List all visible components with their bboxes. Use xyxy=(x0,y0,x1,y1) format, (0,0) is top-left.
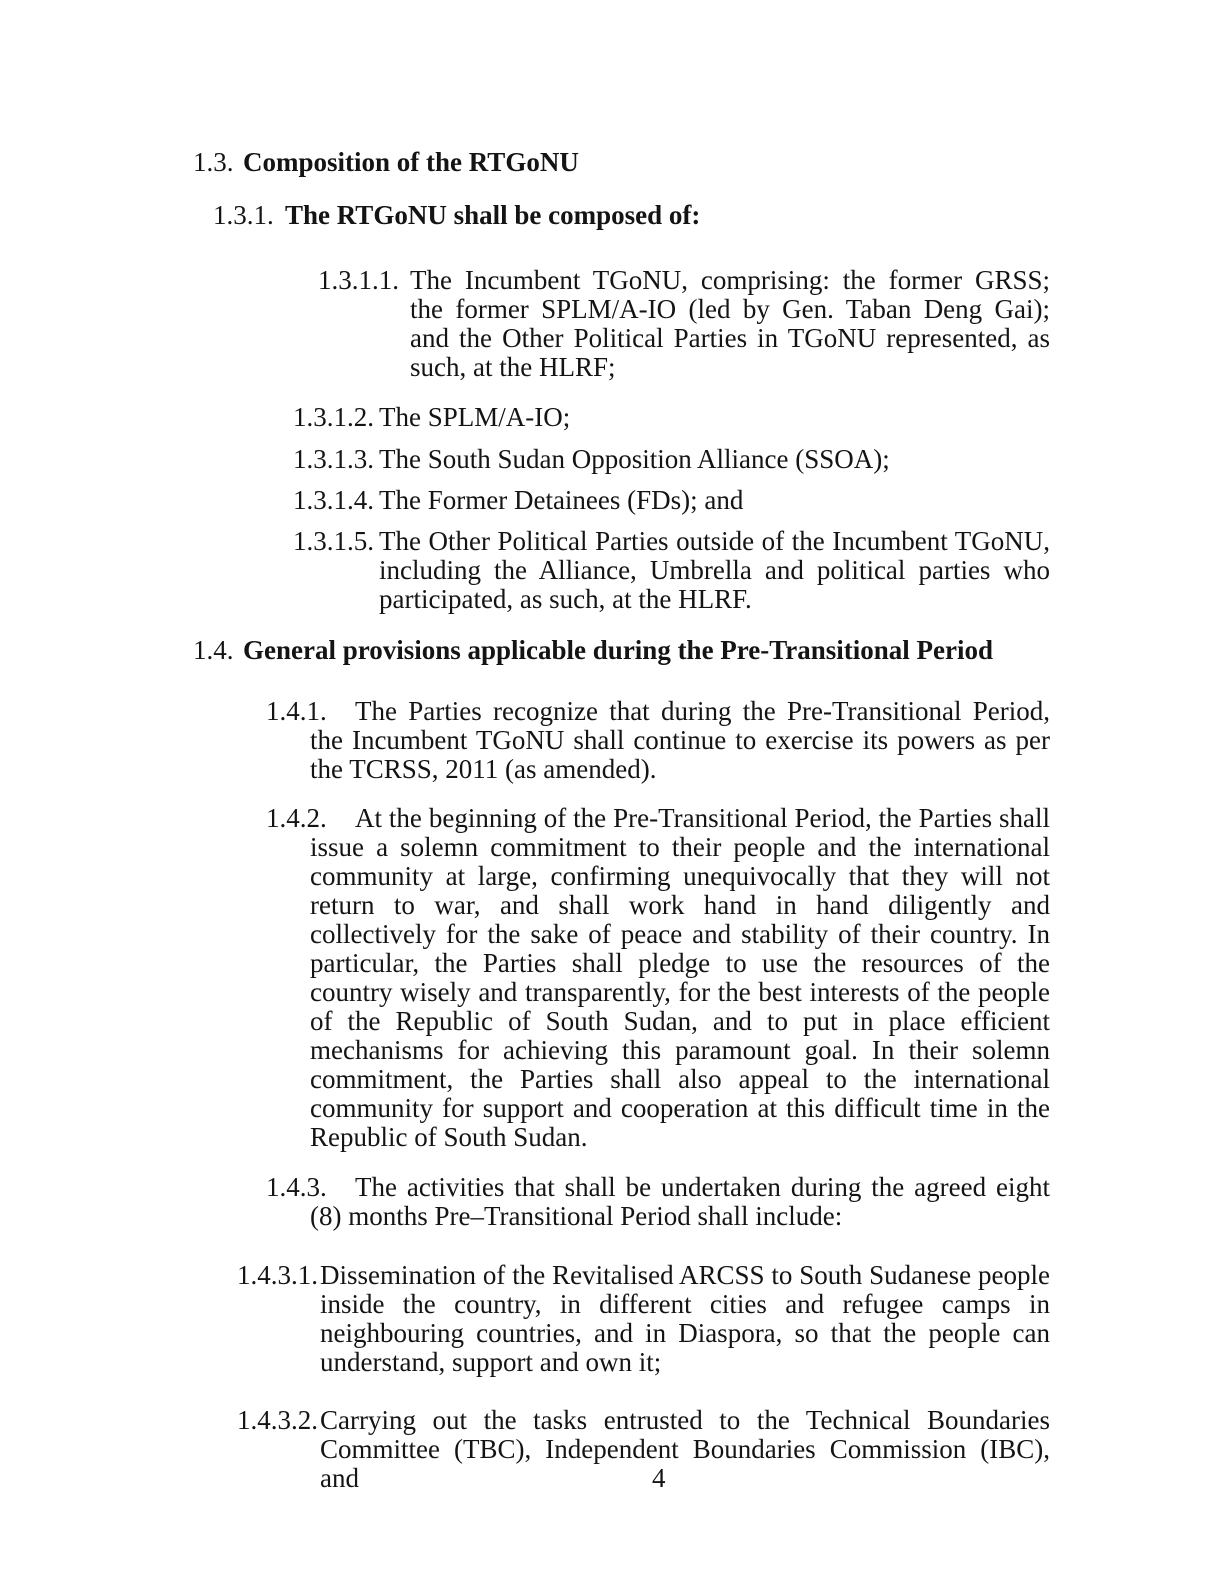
clause-text: At the beginning of the Pre-Transitional Period, the Parties shall issue a solemn commitment to their people and the international community at large, confirming unequivocally that they will not return to war, and shall work hand in hand diligently and collectively for the sake of peace and stability of their country. In particular, the Parties shall pledge to use the resources of the country wisely and transparently, for the best interests of the people of the Republic of South Sudan, and to put in place efficient mechanisms for achieving this paramount goal. In their solemn commitment, the Parties shall also appeal to the international community for support and cooperation at this difficult time in the Republic of South Sudan. xyxy=(310,803,1050,1152)
clause-1-4-1 xyxy=(0,697,1224,784)
clause-text: The Incumbent TGoNU, comprising: the former GRSS; the former SPLM/A-IO (led by Gen. Taban Deng Gai); and the Other Political Parties in TGoNU represented, as such, at the HLRF; xyxy=(410,265,1050,382)
clause-number: 1.3.1.1. xyxy=(318,265,399,295)
clause-text: The activities that shall be undertaken during the agreed eight (8) months Pre–Transitional Period shall include: xyxy=(310,1172,1050,1231)
heading-text: The RTGoNU shall be composed of: xyxy=(285,200,701,230)
clause-number: 1.4.3.2. xyxy=(237,1405,318,1435)
clause-text: The Parties recognize that during the Pre-Transitional Period, the Incumbent TGoNU shall continue to exercise its powers as per the TCRSS, 2011 (as amended). xyxy=(310,696,1050,784)
clause-number: 1.3.1.4. xyxy=(293,485,374,515)
clause-1-3-1-4 xyxy=(0,486,1224,515)
clause-1-4-2 xyxy=(0,804,1224,1152)
clause-text: The Other Political Parties outside of the Incumbent TGoNU, including the Alliance, Umbrella and political parties who participated, as such, at the HLRF. xyxy=(379,526,1050,614)
heading-text: Composition of the RTGoNU xyxy=(243,147,579,177)
clause-1-4-3 xyxy=(0,1173,1224,1231)
clause-1-3-1-2 xyxy=(0,403,1224,432)
clause-1-4-3-1 xyxy=(0,1261,1224,1377)
clause-1-3-1-1 xyxy=(0,266,1224,382)
clause-1-4-3-2 xyxy=(0,1406,1224,1493)
clause-text: Carrying out the tasks entrusted to the Technical Boundaries Committee (TBC), Independent Boundaries Commission (IBC), and xyxy=(320,1405,1050,1493)
heading-text: General provisions applicable during the Pre-Transitional Period xyxy=(243,635,994,665)
clause-number: 1.3.1. xyxy=(213,200,274,230)
clause-number: 1.3.1.3. xyxy=(293,444,374,474)
clause-text: The SPLM/A-IO; xyxy=(379,402,571,432)
clause-number: 1.4.1. xyxy=(266,696,327,726)
heading-1-4 xyxy=(0,636,1224,665)
heading-1-3 xyxy=(0,148,1224,177)
clause-text: The South Sudan Opposition Alliance (SSOA); xyxy=(379,444,890,474)
page-number: 4 xyxy=(652,1463,666,1493)
clause-number: 1.3.1.5. xyxy=(293,526,374,556)
clause-number: 1.3. xyxy=(193,147,234,177)
heading-1-3-1 xyxy=(0,201,1224,230)
clause-text: The Former Detainees (FDs); and xyxy=(379,485,744,515)
clause-1-3-1-3 xyxy=(0,445,1224,474)
clause-number: 1.4. xyxy=(193,635,234,665)
clause-number: 1.3.1.2. xyxy=(293,402,374,432)
clause-1-3-1-5 xyxy=(0,527,1224,614)
clause-number: 1.4.3. xyxy=(266,1172,327,1202)
clause-number: 1.4.2. xyxy=(266,803,327,833)
clause-text: Dissemination of the Revitalised ARCSS to South Sudanese people inside the country, in different cities and refugee camps in neighbouring countries, and in Diaspora, so that the people can understand, support and own it; xyxy=(320,1260,1050,1377)
clause-number: 1.4.3.1. xyxy=(237,1260,318,1290)
